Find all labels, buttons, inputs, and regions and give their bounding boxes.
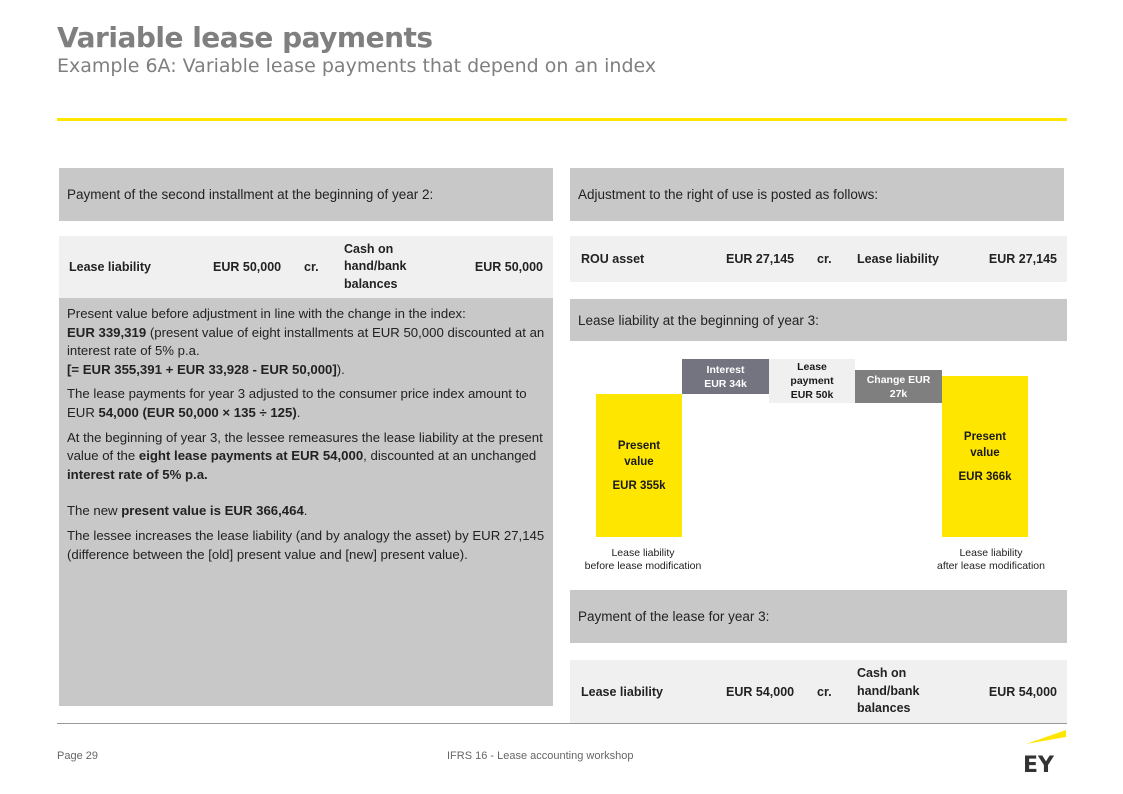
journal-entry-year2 (59, 236, 553, 298)
debit-account: Lease liability (581, 684, 663, 699)
payment-heading: Payment of the lease for year 3: (578, 609, 770, 624)
page-number: Page 29 (57, 750, 98, 762)
right-heading: Adjustment to the right of use is posted as follows: (578, 187, 879, 202)
credit-marker: cr. (817, 684, 832, 699)
credit-amount: EUR 50,000 (474, 260, 543, 274)
debit-amount: EUR 27,145 (726, 252, 795, 266)
paragraph-adjusted-payments: The lease payments for year 3 adjusted to the consumer price index amount to EUR 54,000 (EUR 50,000 × 135 ÷ 125). (67, 386, 527, 420)
bar-present-value-before: Present value EUR 355k (596, 394, 682, 537)
page-subtitle: Example 6A: Variable lease payments that depend on an index (57, 55, 657, 77)
page-title: Variable lease payments (57, 21, 433, 54)
credit-marker: cr. (304, 260, 319, 274)
journal-entry-year3 (570, 660, 1067, 723)
debit-amount: EUR 54,000 (726, 684, 795, 699)
bar-lease-payment: Lease payment EUR 50k (769, 359, 855, 403)
debit-account: Lease liability (69, 260, 151, 274)
paragraph-increase: The lessee increases the lease liability (and by analogy the asset) by EUR 27,145 (difference between the [old] present value and [new] present value). (67, 527, 545, 562)
credit-account: Cash on hand/bank balances (344, 241, 407, 291)
bar-present-value-after: Present value EUR 366k (942, 376, 1028, 537)
credit-amount: EUR 27,145 (988, 252, 1057, 266)
debit-amount: EUR 50,000 (213, 260, 282, 274)
credit-marker: cr. (817, 252, 832, 266)
ey-logo-text: EY (1023, 753, 1054, 774)
journal-entry-rou (570, 236, 1067, 282)
left-heading: Payment of the second installment at the beginning of year 2: (67, 187, 434, 202)
left-heading-box (59, 168, 553, 221)
footer-divider (57, 723, 1067, 724)
paragraph-new-pv: The new present value is EUR 366,464. (67, 503, 308, 519)
credit-amount: EUR 54,000 (988, 684, 1057, 699)
debit-account: ROU asset (581, 252, 645, 266)
footer-title: IFRS 16 - Lease accounting workshop (447, 750, 634, 762)
paragraph-pv-before: Present value before adjustment in line with the change in the index: EUR 339,319 (present value of eight installments at EUR 50,000 discounted at an interest rate of 5% p.a. [= EUR 355,391 + EUR 33,928 - EUR 50,000]). (67, 306, 545, 377)
caption-before: Lease liability before lease modification (584, 547, 702, 572)
right-heading-box (570, 168, 1064, 221)
paragraph-remeasure: At the beginning of year 3, the lessee remeasures the lease liability at the present value of the eight lease payments at EUR 54,000, discounted at an unchanged interest rate of 5% p.a. (67, 429, 543, 482)
explanation-text (59, 298, 553, 706)
bar-interest: Interest EUR 34k (682, 359, 769, 394)
credit-account: Cash on hand/bank balances (857, 666, 920, 716)
chart-heading: Lease liability at the beginning of year 3: (578, 312, 819, 328)
caption-after: Lease liability after lease modification (937, 547, 1045, 572)
ey-logo (1020, 730, 1066, 774)
chart-heading-box (570, 299, 1067, 341)
payment-heading-box (570, 590, 1067, 643)
bar-change: Change EUR 27k (855, 370, 942, 403)
title-divider (57, 118, 1067, 121)
credit-account: Lease liability (857, 252, 939, 266)
